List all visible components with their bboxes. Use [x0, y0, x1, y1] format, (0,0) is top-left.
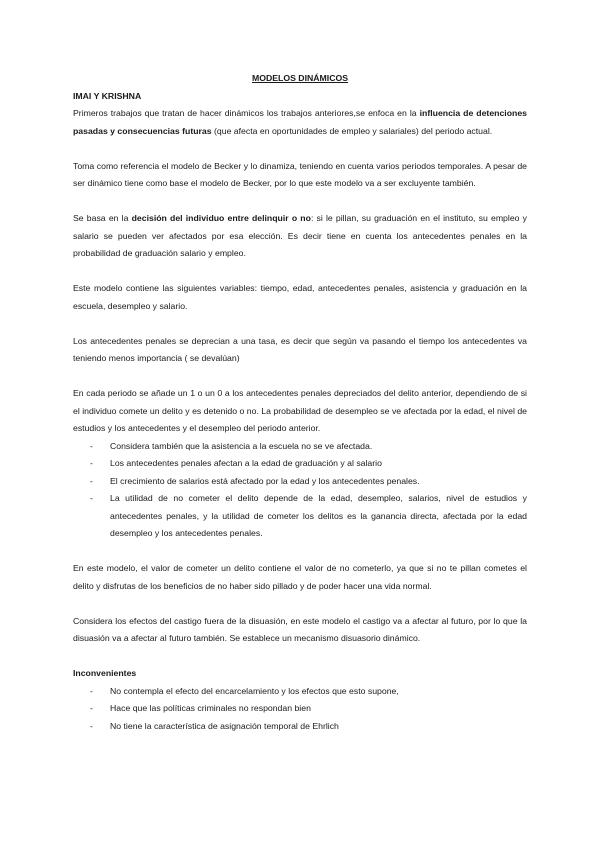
paragraph-decision-bold: decisión del individuo entre delinquir o no — [131, 213, 311, 223]
list-item: - No contempla el efecto del encarcelamiento y los efectos que esto supone, — [110, 683, 527, 701]
paragraph-decision-text-a: Se basa en la — [73, 213, 132, 223]
paragraph-decision-text-c: : si le pillan, su graduación en el instituto, su empleo y salario se pueden ver afectados por esa elección. Es decir tiene en cuenta los antecedentes penales en la probabilidad de graduación salario y empleo. — [73, 213, 528, 258]
paragraph-intro-bold: influencia de detenciones pasadas y consecuencias futuras — [73, 108, 527, 136]
page-title: MODELOS DINÁMICOS — [251, 73, 349, 83]
dash-bullet: - — [90, 440, 93, 451]
dash-bullet: - — [90, 720, 93, 731]
dash-bullet: - — [90, 703, 93, 713]
paragraph-periods: En cada periodo se añade un 1 o un 0 a los antecedentes penales depreciados del delito anterior, dependiendo de si el individuo comete un delito y es detenido o no. La probabilidad de desempleo se ve afectada por la edad, el nivel de estudios y los antecedentes y el desempleo del periodo anterior. — [73, 388, 527, 433]
dash-bullet: - — [90, 475, 93, 486]
drawbacks-list — [73, 683, 527, 736]
dash-bullet: - — [90, 493, 93, 503]
list-item: - Considera también que la asistencia a la escuela no se ve afectada. — [110, 438, 527, 456]
paragraph-becker: Toma como referencia el modelo de Becker y lo dinamiza, teniendo en cuenta varios periodos temporales. A pesar de ser dinámico tiene como base el modelo de Becker, por lo que este modelo va a ser excluyente también. — [73, 160, 527, 188]
paragraph-variables: Este modelo contiene las siguientes variables: tiempo, edad, antecedentes penales, asistencia y graduación en la escuela, desempleo y salario. — [73, 283, 527, 311]
list-item: - No tiene la característica de asignación temporal de Ehrlich — [110, 718, 527, 736]
section-heading-imai-krishna: IMAI Y KRISHNA — [73, 90, 142, 101]
paragraph-punishment: Considera los efectos del castigo fuera de la disuasión, en este modelo el castigo va a afectar al futuro, por lo que la disuasión va a afectar al futuro también. Se establece un mecanismo disuasorio dinámico. — [73, 615, 527, 643]
list-item: - Hace que las políticas criminales no respondan bien — [110, 700, 527, 718]
document-page — [73, 70, 527, 735]
list-item: - Los antecedentes penales afectan a la edad de graduación y al salario — [110, 455, 527, 473]
section-heading-inconvenientes: Inconvenientes — [73, 668, 137, 678]
list-item: - El crecimiento de salarios está afectado por la edad y los antecedentes penales. — [110, 473, 527, 491]
paragraph-value-of-crime: En este modelo, el valor de cometer un delito contiene el valor de no cometerlo, ya que si no te pillan cometes el delito y disfrutas de los beneficios de no haber sido pillado y de poder hacer una vida normal. — [73, 563, 527, 591]
paragraph-decision — [73, 210, 527, 263]
dash-bullet: - — [90, 685, 93, 696]
dash-bullet: - — [90, 458, 93, 468]
list-item: - La utilidad de no cometer el delito depende de la edad, desempleo, salarios, nivel de estudios y antecedentes penales, y la utilidad de cometer los delitos es la ganancia directa, afectada por la edad desempleo y los antecedentes penales. — [110, 490, 527, 543]
paragraph-intro — [73, 105, 527, 140]
assumptions-list — [73, 438, 527, 543]
paragraph-depreciation: Los antecedentes penales se deprecian a una tasa, es decir que según va pasando el tiempo los antecedentes va teniendo menos importancia ( se devalúan) — [73, 335, 527, 363]
paragraph-intro-text-a: Primeros trabajos que tratan de hacer dinámicos los trabajos anteriores,se enfoca en la — [73, 108, 420, 118]
paragraph-intro-text-c: (que afecta en oportunidades de empleo y salariales) del periodo actual. — [211, 125, 493, 136]
